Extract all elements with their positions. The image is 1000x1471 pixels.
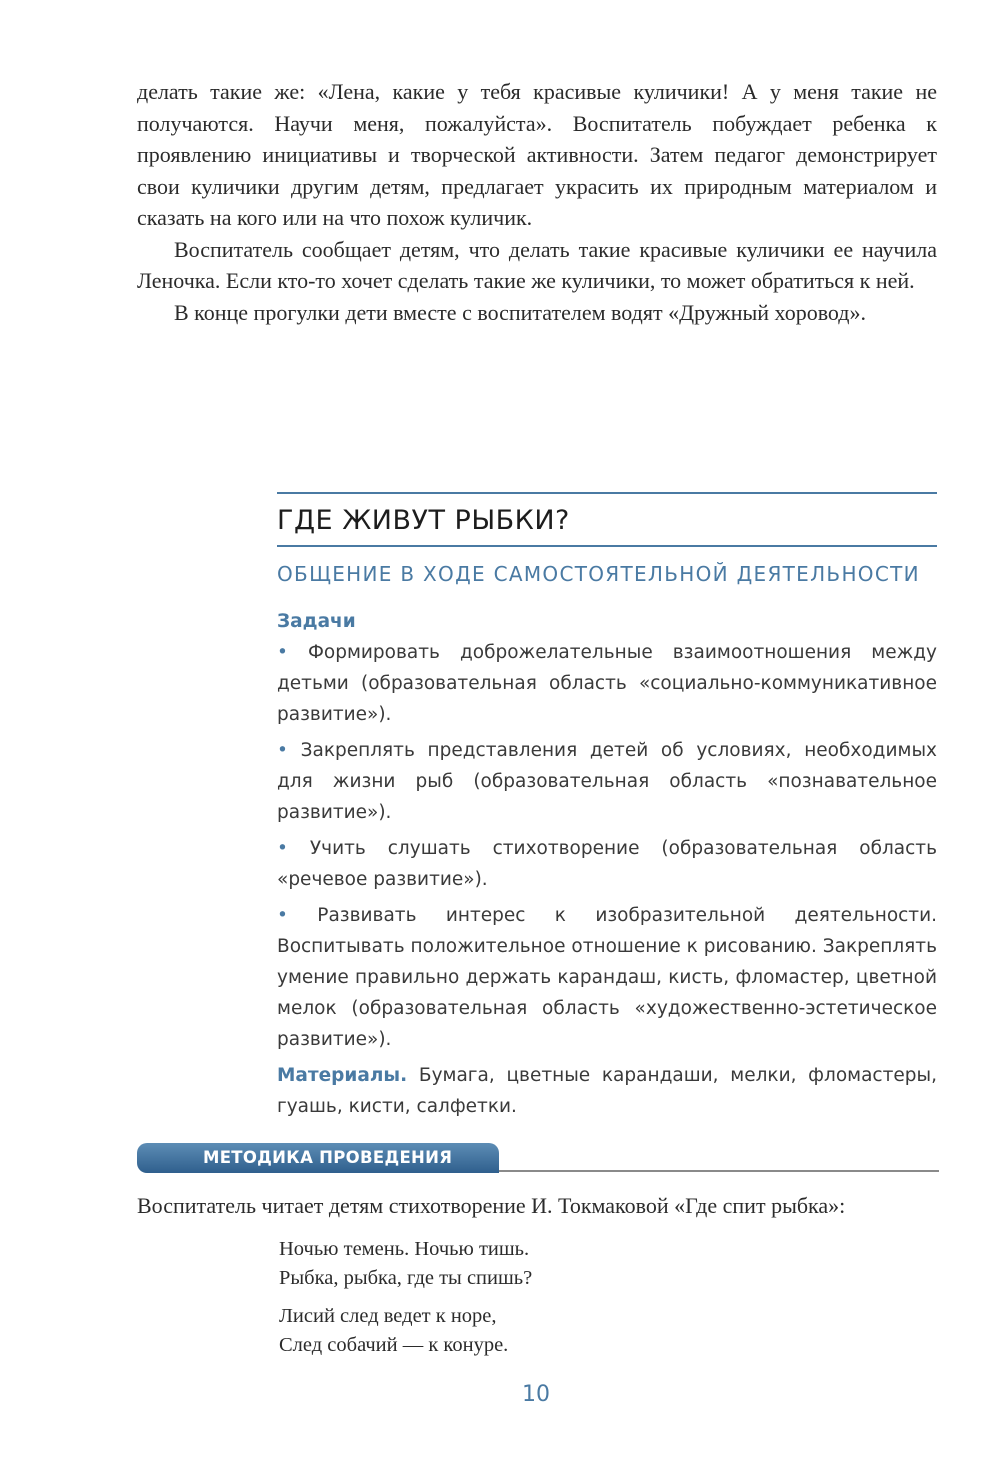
method-header-bar bbox=[137, 1143, 499, 1173]
task-text: Формировать доброжелательные взаимоотношения между детьми (образовательная область «социально-коммуникативное развитие»). bbox=[277, 642, 937, 725]
intro-paragraph: Воспитатель сообщает детям, что делать такие красивые куличики ее научила Леночка. Если кто-то хочет сделать такие же куличики, то может обратиться к ней. bbox=[137, 236, 937, 293]
materials bbox=[277, 1060, 937, 1122]
section-subtitle: ОБЩЕНИЕ В ХОДЕ САМОСТОЯТЕЛЬНОЙ ДЕЯТЕЛЬНОСТИ bbox=[277, 562, 920, 586]
intro-text bbox=[137, 76, 937, 328]
poem-line: След собачий — к конуре. bbox=[279, 1334, 509, 1356]
bullet-icon: • bbox=[277, 642, 288, 663]
poem-line: Ночью темень. Ночью тишь. bbox=[279, 1238, 530, 1260]
poem-stanza bbox=[279, 1235, 532, 1293]
tasks-block bbox=[277, 607, 937, 1122]
section-title: ГДЕ ЖИВУТ РЫБКИ? bbox=[277, 505, 570, 536]
bullet-icon: • bbox=[277, 838, 288, 859]
task-text: Развивать интерес к изобразительной деятельности. Воспитывать положительное отношение к рисованию. Закреплять умение правильно держать карандаш, кисть, фломастер, цветной мелок (образовательная область «художественно-эстетическое развитие»). bbox=[277, 905, 937, 1050]
tasks-heading: Задачи bbox=[277, 611, 356, 632]
poem-line: Лисий след ведет к норе, bbox=[279, 1305, 497, 1327]
bullet-icon: • bbox=[277, 740, 288, 761]
task-item bbox=[277, 735, 937, 828]
materials-label: Материалы. bbox=[277, 1065, 408, 1086]
task-item bbox=[277, 833, 937, 895]
materials-text: Бумага, цветные карандаши, мелки, фломастеры, гуашь, кисти, салфетки. bbox=[277, 1065, 937, 1117]
method-header-label: МЕТОДИКА ПРОВЕДЕНИЯ bbox=[203, 1148, 453, 1167]
intro-paragraph: делать такие же: «Лена, какие у тебя красивые куличики! А у меня такие не получаются. Научи меня, пожалуйста». Воспитатель побуждает ребенка к проявлению инициативы и творческой активности. Затем педагог демонстрирует свои куличики другим детям, предлагает украсить их природным материалом и сказать на кого или на что похож куличик. bbox=[137, 79, 937, 230]
page-number: 10 bbox=[522, 1382, 550, 1407]
poem-stanza bbox=[279, 1302, 532, 1360]
task-text: Закреплять представления детей об условиях, необходимых для жизни рыб (образовательная область «познавательное развитие»). bbox=[277, 740, 937, 823]
task-item bbox=[277, 900, 937, 1055]
section-top-rule bbox=[277, 492, 937, 494]
poem bbox=[279, 1235, 532, 1369]
intro-paragraph: В конце прогулки дети вместе с воспитателем водят «Дружный хоровод». bbox=[174, 299, 866, 325]
section-title-rule bbox=[277, 545, 937, 547]
task-item bbox=[277, 637, 937, 730]
method-header-rule bbox=[499, 1170, 939, 1172]
task-text: Учить слушать стихотворение (образовательная область «речевое развитие»). bbox=[277, 838, 937, 890]
bullet-icon: • bbox=[277, 905, 288, 926]
poem-line: Рыбка, рыбка, где ты спишь? bbox=[279, 1267, 533, 1289]
method-intro: Воспитатель читает детям стихотворение И. Токмаковой «Где спит рыбка»: bbox=[137, 1193, 846, 1218]
